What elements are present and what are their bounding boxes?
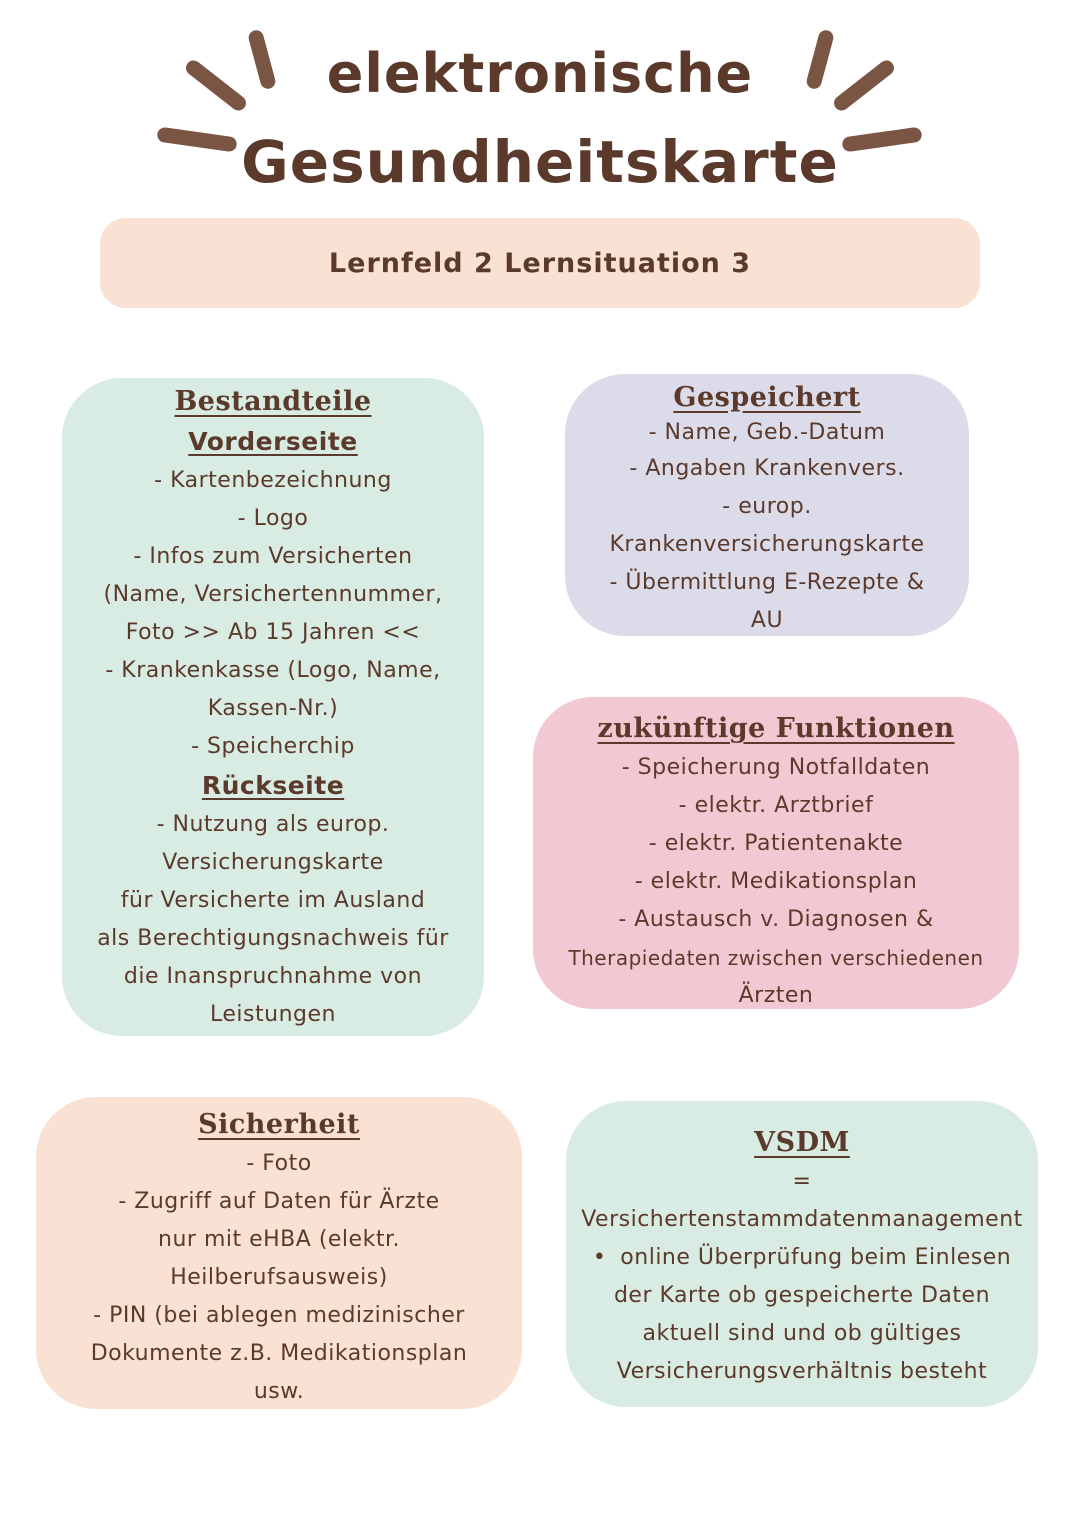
list-item: Dokumente z.B. Medikationsplan: [90, 1341, 468, 1366]
subtitle: Lernfeld 2 Lernsituation 3: [328, 247, 752, 279]
list-item: - Foto: [246, 1151, 312, 1176]
list-item: - elektr. Medikationsplan: [634, 869, 918, 894]
list-item: - Logo: [237, 506, 309, 531]
zukunft-card: [533, 697, 1019, 1009]
list-item: [566, 1239, 1038, 1277]
list-item: Krankenversicherungskarte: [609, 532, 925, 557]
list-item: Heilberufsausweis): [170, 1265, 388, 1290]
list-item: Ärzten: [738, 983, 814, 1008]
list-item: AU: [750, 608, 784, 633]
page-title-line1: elektronische: [326, 42, 754, 105]
card-title: VSDM: [754, 1127, 850, 1158]
card-title: Sicherheit: [198, 1109, 360, 1140]
list-item: - elektr. Patientenakte: [648, 831, 904, 856]
list-item: Foto >> Ab 15 Jahren <<: [125, 620, 421, 645]
list-item: der Karte ob gespeicherte Daten: [613, 1283, 991, 1308]
section-heading: Rückseite: [201, 771, 345, 800]
list-item: die Inanspruchnahme von: [123, 964, 423, 989]
list-item: Kassen-Nr.): [207, 696, 339, 721]
list-item: aktuell sind und ob gültiges: [642, 1321, 962, 1346]
list-item: - Kartenbezeichnung: [154, 468, 392, 493]
list-item: usw.: [253, 1379, 305, 1404]
list-item: - Angaben Krankenvers.: [629, 456, 905, 481]
list-item: Therapiedaten zwischen verschiedenen: [568, 946, 984, 970]
list-item: für Versicherte im Ausland: [120, 888, 426, 913]
gespeichert-card: [565, 374, 969, 636]
sicherheit-card: [36, 1097, 522, 1409]
list-item: - Nutzung als europ.: [156, 812, 390, 837]
list-item: - Infos zum Versicherten: [133, 544, 413, 569]
list-item: als Berechtigungsnachweis für: [97, 926, 449, 951]
list-item: - Austausch v. Diagnosen &: [618, 907, 934, 932]
definition: Versichertenstammdatenmanagement: [581, 1207, 1023, 1232]
list-item: Versicherungsverhältnis besteht: [616, 1359, 988, 1384]
list-item: - europ.: [722, 494, 812, 519]
subtitle-banner: [100, 218, 980, 308]
list-item: (Name, Versichertennummer,: [103, 582, 443, 607]
list-item: Versicherungskarte: [162, 850, 384, 875]
card-title: Gespeichert: [673, 382, 861, 413]
section-heading: Vorderseite: [188, 427, 358, 456]
vsdm-card: [566, 1101, 1038, 1407]
list-item-text: online Überprüfung beim Einlesen: [620, 1245, 1012, 1270]
list-item: - Speicherchip: [191, 734, 355, 759]
list-item: - Krankenkasse (Logo, Name,: [105, 658, 441, 683]
list-item: - Name, Geb.-Datum: [648, 420, 886, 445]
list-item: - PIN (bei ablegen medizinischer: [93, 1303, 465, 1328]
card-title: zukünftige Funktionen: [597, 713, 955, 744]
list-item: - Zugriff auf Daten für Ärzte: [118, 1189, 440, 1214]
card-title: Bestandteile: [174, 386, 372, 417]
page-title-line2: Gesundheitskarte: [241, 128, 839, 196]
equals-sign: =: [792, 1169, 812, 1194]
bestandteile-card: [62, 378, 484, 1036]
list-item: nur mit eHBA (elektr.: [158, 1227, 400, 1252]
list-item: - Übermittlung E-Rezepte &: [609, 570, 925, 595]
list-item: - elektr. Arztbrief: [678, 793, 874, 818]
list-item: Leistungen: [210, 1002, 336, 1027]
bullet-icon: •: [592, 1245, 607, 1270]
list-item: - Speicherung Notfalldaten: [621, 755, 931, 780]
